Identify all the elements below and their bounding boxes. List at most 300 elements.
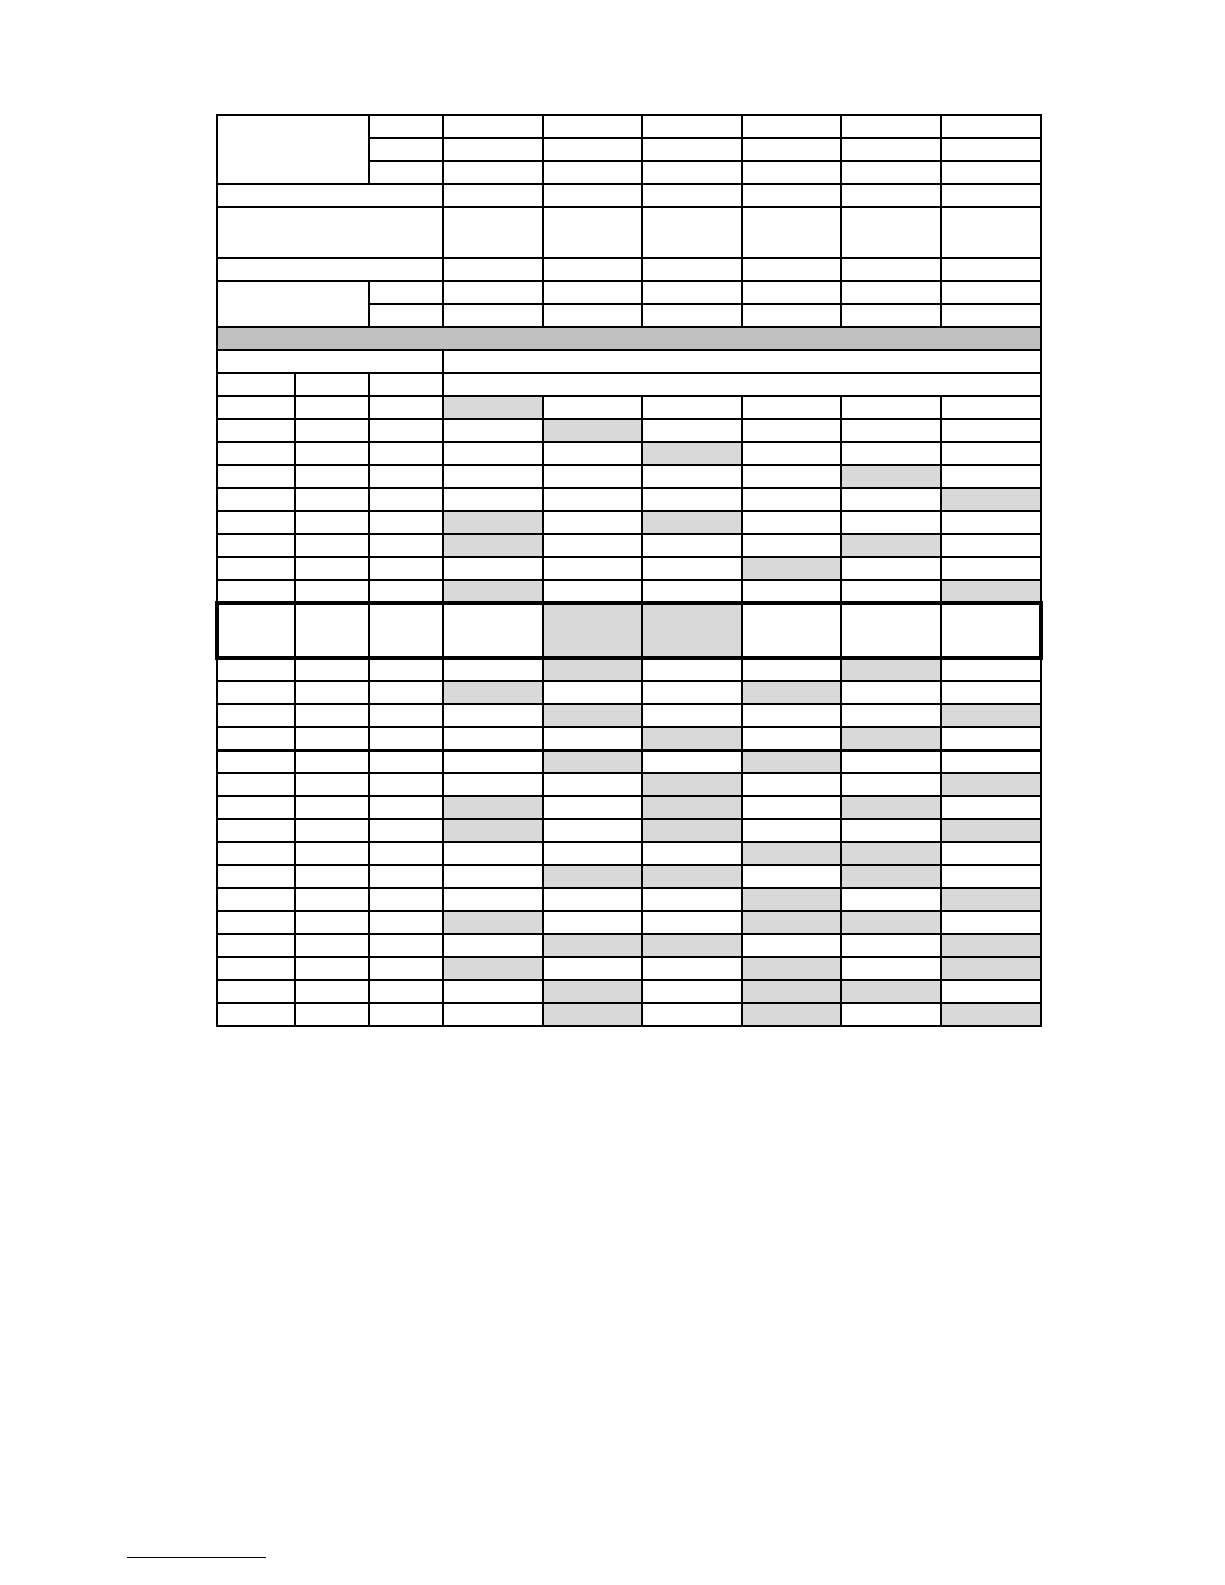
header-group-cell (217, 115, 369, 184)
matrix-cell (941, 911, 1041, 934)
matrix-cell (642, 681, 742, 704)
info-cell (941, 281, 1041, 304)
matrix-cell-shaded (941, 934, 1041, 957)
column-header-cell (369, 373, 443, 396)
matrix-index-cell (295, 980, 369, 1003)
matrix-cell-shaded (543, 750, 642, 773)
matrix-cell (543, 396, 642, 419)
section-header-row (217, 350, 1041, 373)
matrix-cell (642, 911, 742, 934)
matrix-cell-shaded (642, 934, 742, 957)
matrix-index-cell (217, 888, 295, 911)
matrix-row (217, 704, 1041, 727)
info-cell (742, 207, 841, 258)
matrix-index-cell (369, 419, 443, 442)
matrix-cell (941, 442, 1041, 465)
matrix-index-cell (217, 911, 295, 934)
matrix-cell (543, 727, 642, 750)
matrix-index-cell (295, 911, 369, 934)
header-cell (941, 115, 1041, 138)
matrix-index-cell (369, 750, 443, 773)
matrix-row (217, 727, 1041, 750)
matrix-cell (742, 442, 841, 465)
matrix-index-cell (295, 957, 369, 980)
matrix-cell (543, 888, 642, 911)
matrix-cell (941, 796, 1041, 819)
matrix-cell (742, 934, 841, 957)
matrix-cell (642, 580, 742, 603)
matrix-cell (941, 557, 1041, 580)
matrix-cell (742, 796, 841, 819)
matrix-cell-shaded (543, 980, 642, 1003)
matrix-index-cell (369, 1003, 443, 1026)
matrix-row (217, 557, 1041, 580)
matrix-cell-shaded (742, 957, 841, 980)
header-cell (443, 138, 543, 161)
info-row-tall (217, 207, 1041, 258)
matrix-cell (841, 396, 941, 419)
matrix-cell (742, 773, 841, 796)
table-body (217, 115, 1041, 1026)
info-cell (841, 207, 941, 258)
info-cell (941, 258, 1041, 281)
matrix-row (217, 980, 1041, 1003)
matrix-cell (543, 681, 642, 704)
matrix-index-cell (217, 727, 295, 750)
matrix-cell (742, 704, 841, 727)
matrix-cell-shaded (642, 511, 742, 534)
matrix-row (217, 465, 1041, 488)
matrix-index-cell (369, 465, 443, 488)
matrix-cell (443, 658, 543, 681)
matrix-cell-shaded (443, 911, 543, 934)
matrix-cell (642, 980, 742, 1003)
matrix-row (217, 842, 1041, 865)
matrix-cell (841, 1003, 941, 1026)
matrix-row (217, 750, 1041, 773)
header-cell (841, 115, 941, 138)
matrix-cell (841, 442, 941, 465)
matrix-cell (941, 419, 1041, 442)
matrix-cell (543, 488, 642, 511)
matrix-row (217, 819, 1041, 842)
info-cell (642, 258, 742, 281)
matrix-row (217, 934, 1041, 957)
matrix-index-cell (295, 934, 369, 957)
matrix-cell-shaded (941, 888, 1041, 911)
matrix-cell (941, 396, 1041, 419)
matrix-cell (543, 796, 642, 819)
column-header-cell (217, 373, 295, 396)
matrix-index-cell (295, 796, 369, 819)
matrix-index-cell (369, 957, 443, 980)
matrix-cell (443, 465, 543, 488)
matrix-cell (742, 727, 841, 750)
matrix-cell (841, 888, 941, 911)
info-cell (543, 184, 642, 207)
matrix-index-cell (369, 865, 443, 888)
matrix-cell-shaded (941, 488, 1041, 511)
matrix-cell-shaded (742, 911, 841, 934)
header-cell (642, 161, 742, 184)
matrix-index-cell (217, 580, 295, 603)
header-cell (841, 161, 941, 184)
info-cell (443, 258, 543, 281)
matrix-index-cell (295, 603, 369, 658)
matrix-index-cell (295, 888, 369, 911)
info-cell (543, 304, 642, 327)
matrix-index-cell (369, 396, 443, 419)
info-cell (443, 184, 543, 207)
matrix-row (217, 658, 1041, 681)
matrix-cell (642, 750, 742, 773)
matrix-cell (443, 727, 543, 750)
matrix-row (217, 442, 1041, 465)
matrix-index-cell (217, 396, 295, 419)
section-label-cell (217, 350, 443, 373)
matrix-cell (543, 580, 642, 603)
header-cell (841, 138, 941, 161)
matrix-cell (941, 727, 1041, 750)
matrix-cell-shaded (941, 704, 1041, 727)
info-cell (742, 184, 841, 207)
matrix-row (217, 1003, 1041, 1026)
matrix-index-cell (369, 488, 443, 511)
info-cell (941, 184, 1041, 207)
matrix-index-cell (217, 442, 295, 465)
matrix-cell (642, 1003, 742, 1026)
matrix-cell (443, 842, 543, 865)
matrix-cell (642, 419, 742, 442)
matrix-index-cell (217, 419, 295, 442)
matrix-cell (642, 465, 742, 488)
matrix-index-cell (369, 888, 443, 911)
matrix-cell (841, 934, 941, 957)
header-label-cell (369, 138, 443, 161)
matrix-row (217, 534, 1041, 557)
matrix-cell (841, 580, 941, 603)
matrix-cell-shaded (443, 511, 543, 534)
matrix-cell (742, 603, 841, 658)
info-cell (443, 281, 543, 304)
matrix-index-cell (295, 773, 369, 796)
matrix-cell (443, 888, 543, 911)
matrix-cell (742, 865, 841, 888)
matrix-cell (642, 658, 742, 681)
matrix-cell-shaded (742, 980, 841, 1003)
matrix-cell-shaded (443, 819, 543, 842)
matrix-cell-shaded (941, 580, 1041, 603)
matrix-cell (742, 488, 841, 511)
matrix-index-cell (369, 842, 443, 865)
header-cell (543, 115, 642, 138)
matrix-cell (543, 819, 642, 842)
header-label-cell (369, 115, 443, 138)
header-cell (543, 161, 642, 184)
matrix-row (217, 888, 1041, 911)
matrix-index-cell (295, 819, 369, 842)
matrix-cell (841, 819, 941, 842)
matrix-cell-shaded (443, 796, 543, 819)
matrix-cell (443, 419, 543, 442)
info-cell (443, 304, 543, 327)
matrix-cell-shaded (543, 658, 642, 681)
header-cell (642, 138, 742, 161)
matrix-index-cell (217, 557, 295, 580)
matrix-cell (443, 773, 543, 796)
matrix-cell (642, 957, 742, 980)
matrix-cell-shaded (841, 842, 941, 865)
matrix-cell-shaded (543, 419, 642, 442)
matrix-cell-shaded (642, 865, 742, 888)
matrix-index-cell (217, 819, 295, 842)
matrix-cell-shaded (841, 534, 941, 557)
matrix-cell-shaded (841, 465, 941, 488)
header-cell (941, 161, 1041, 184)
section-header-row (217, 373, 1041, 396)
header-label-cell (369, 161, 443, 184)
matrix-index-cell (217, 750, 295, 773)
matrix-index-cell (295, 511, 369, 534)
matrix-index-cell (295, 465, 369, 488)
info-cell (841, 281, 941, 304)
column-header-cell (443, 373, 1041, 396)
matrix-index-cell (295, 488, 369, 511)
matrix-cell (642, 488, 742, 511)
matrix-cell (841, 704, 941, 727)
matrix-cell (941, 658, 1041, 681)
matrix-cell (941, 842, 1041, 865)
matrix-cell (841, 557, 941, 580)
matrix-index-cell (217, 773, 295, 796)
info-cell (642, 304, 742, 327)
matrix-cell (443, 557, 543, 580)
matrix-cell (443, 442, 543, 465)
matrix-cell-shaded (941, 819, 1041, 842)
info-cell (543, 281, 642, 304)
matrix-cell (742, 534, 841, 557)
matrix-cell-shaded (941, 1003, 1041, 1026)
matrix-cell (941, 750, 1041, 773)
header-cell (941, 138, 1041, 161)
matrix-cell (642, 534, 742, 557)
matrix-cell (543, 511, 642, 534)
matrix-cell (443, 934, 543, 957)
matrix-row (217, 957, 1041, 980)
matrix-cell (941, 681, 1041, 704)
matrix-cell (841, 419, 941, 442)
header-cell (742, 115, 841, 138)
matrix-cell (443, 704, 543, 727)
matrix-row (217, 681, 1041, 704)
matrix-index-cell (217, 796, 295, 819)
matrix-cell (543, 442, 642, 465)
matrix-cell (543, 957, 642, 980)
matrix-cell-shaded (543, 1003, 642, 1026)
matrix-cell-shaded (543, 704, 642, 727)
matrix-row (217, 488, 1041, 511)
matrix-index-cell (217, 534, 295, 557)
matrix-cell (642, 704, 742, 727)
matrix-cell (543, 557, 642, 580)
matrix-index-cell (217, 957, 295, 980)
matrix-cell (841, 603, 941, 658)
info-cell (642, 281, 742, 304)
matrix-index-cell (369, 511, 443, 534)
matrix-cell-shaded (642, 773, 742, 796)
matrix-row (217, 773, 1041, 796)
matrix-cell (742, 396, 841, 419)
matrix-cell-shaded (642, 819, 742, 842)
info-cell (841, 258, 941, 281)
matrix-index-cell (217, 980, 295, 1003)
matrix-cell (443, 865, 543, 888)
matrix-cell-shaded (841, 980, 941, 1003)
matrix-cell (742, 819, 841, 842)
matrix-row (217, 911, 1041, 934)
header-cell (742, 138, 841, 161)
header-row (217, 115, 1041, 138)
matrix-cell-shaded (841, 658, 941, 681)
matrix-cell (841, 750, 941, 773)
matrix-index-cell (369, 603, 443, 658)
section-band-row (217, 327, 1041, 350)
matrix-index-cell (369, 704, 443, 727)
matrix-row (217, 603, 1041, 658)
matrix-cell (742, 419, 841, 442)
matrix-cell (941, 511, 1041, 534)
matrix-cell (543, 465, 642, 488)
section-value-cell (443, 350, 1041, 373)
matrix-cell (543, 911, 642, 934)
matrix-cell-shaded (742, 681, 841, 704)
matrix-cell-shaded (642, 796, 742, 819)
matrix-index-cell (295, 658, 369, 681)
matrix-index-cell (369, 658, 443, 681)
matrix-cell-shaded (841, 865, 941, 888)
matrix-cell (941, 534, 1041, 557)
section-band (217, 327, 1041, 350)
matrix-index-cell (295, 419, 369, 442)
matrix-cell-shaded (443, 580, 543, 603)
matrix-cell-shaded (742, 750, 841, 773)
matrix-index-cell (295, 1003, 369, 1026)
matrix-index-cell (295, 842, 369, 865)
matrix-cell (941, 465, 1041, 488)
info-row (217, 258, 1041, 281)
matrix-index-cell (217, 465, 295, 488)
matrix-cell (841, 511, 941, 534)
matrix-cell (742, 511, 841, 534)
matrix-index-cell (295, 750, 369, 773)
matrix-cell-shaded (841, 911, 941, 934)
info-cell (941, 207, 1041, 258)
matrix-cell (841, 957, 941, 980)
matrix-index-cell (369, 681, 443, 704)
matrix-cell (443, 488, 543, 511)
matrix-cell-shaded (543, 865, 642, 888)
matrix-cell (742, 580, 841, 603)
matrix-row (217, 796, 1041, 819)
matrix-cell (642, 396, 742, 419)
matrix-cell (941, 980, 1041, 1003)
matrix-cell (841, 488, 941, 511)
matrix-index-cell (217, 488, 295, 511)
matrix-cell-shaded (543, 603, 642, 658)
matrix-cell-shaded (941, 957, 1041, 980)
matrix-cell (642, 557, 742, 580)
matrix-cell (742, 658, 841, 681)
matrix-index-cell (295, 704, 369, 727)
matrix-cell-shaded (642, 442, 742, 465)
matrix-cell-shaded (841, 727, 941, 750)
info-cell (941, 304, 1041, 327)
matrix-index-cell (295, 442, 369, 465)
matrix-index-cell (369, 557, 443, 580)
matrix-cell (443, 980, 543, 1003)
matrix-index-cell (369, 534, 443, 557)
matrix-index-cell (217, 842, 295, 865)
info-cell (841, 184, 941, 207)
matrix-index-cell (369, 580, 443, 603)
matrix-index-cell (217, 681, 295, 704)
info-cell (642, 207, 742, 258)
matrix-index-cell (295, 865, 369, 888)
header-cell (443, 115, 543, 138)
matrix-index-cell (369, 819, 443, 842)
matrix-cell (543, 773, 642, 796)
info-cell (742, 258, 841, 281)
matrix-index-cell (369, 773, 443, 796)
group-label-cell (217, 281, 369, 327)
blank-form-table (215, 114, 1043, 1027)
sub-label-cell (369, 304, 443, 327)
matrix-cell (841, 773, 941, 796)
matrix-index-cell (369, 442, 443, 465)
matrix-cell-shaded (443, 396, 543, 419)
matrix-index-cell (369, 980, 443, 1003)
matrix-row (217, 419, 1041, 442)
matrix-index-cell (369, 727, 443, 750)
matrix-index-cell (217, 658, 295, 681)
header-cell (443, 161, 543, 184)
matrix-cell-shaded (941, 773, 1041, 796)
info-label-cell (217, 184, 443, 207)
matrix-cell (642, 888, 742, 911)
header-cell (543, 138, 642, 161)
matrix-cell-shaded (443, 681, 543, 704)
matrix-index-cell (217, 603, 295, 658)
matrix-index-cell (295, 580, 369, 603)
info-cell (443, 207, 543, 258)
matrix-index-cell (217, 511, 295, 534)
matrix-cell (543, 534, 642, 557)
matrix-index-cell (217, 865, 295, 888)
info-row (217, 184, 1041, 207)
matrix-row (217, 511, 1041, 534)
matrix-index-cell (295, 534, 369, 557)
info-label-cell (217, 258, 443, 281)
matrix-index-cell (369, 796, 443, 819)
footnote-separator-line (127, 1557, 266, 1558)
matrix-cell (543, 842, 642, 865)
matrix-index-cell (295, 557, 369, 580)
matrix-cell-shaded (742, 1003, 841, 1026)
info-row (217, 281, 1041, 304)
info-label-cell (217, 207, 443, 258)
matrix-row (217, 580, 1041, 603)
matrix-index-cell (295, 396, 369, 419)
